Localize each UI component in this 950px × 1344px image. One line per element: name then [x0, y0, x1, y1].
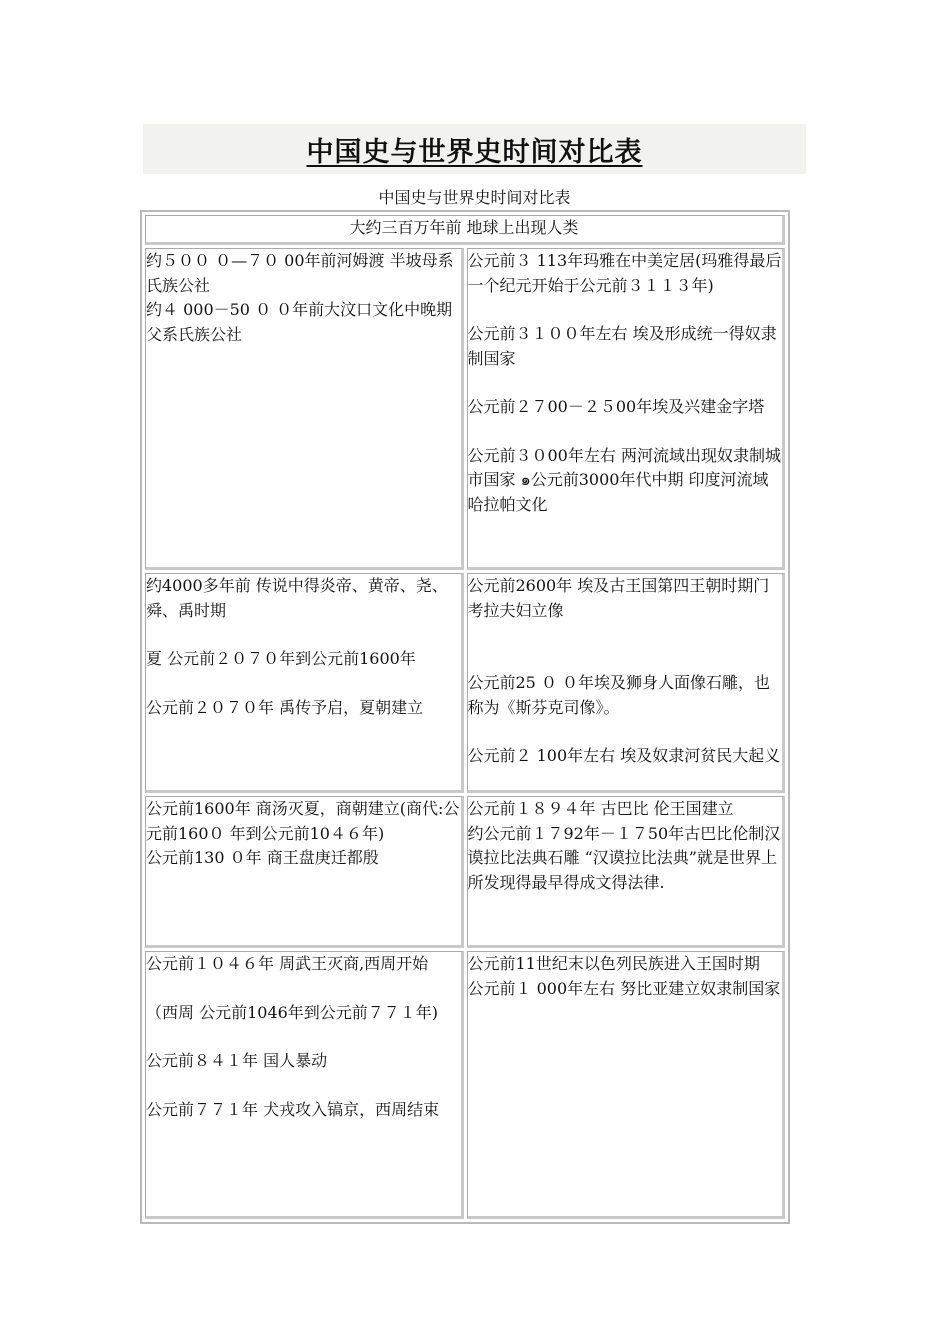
entry-text: 公元前１ 000年左右 努比亚建立奴隶制国家: [467, 978, 781, 998]
entry-text: 公元前２７00－２５00年埃及兴建金字塔: [467, 397, 765, 416]
world-history-cell: [467, 796, 786, 948]
entry-text: 约５００ ０—７０ 00年前河姆渡 半坡母系氏族公社: [146, 251, 454, 295]
china-history-cell: [145, 573, 464, 793]
table-row: [145, 248, 785, 570]
world-history-cell: [467, 951, 786, 1219]
blank-line: [468, 420, 783, 444]
entry-text: 公元前３１００年左右 埃及形成统一得奴隶制国家: [467, 324, 777, 368]
entry-text: 公元前130 ０年 商王盘庚迁都殷: [146, 848, 379, 867]
entry-text: 约公元前１７92年－１７50年古巴比伦制汉谟拉比法典石雕 “汉谟拉比法典”就是世界上所发现得最早得成文得法律.: [467, 823, 781, 892]
blank-line: [468, 298, 783, 322]
table-caption: 中国史与世界史时间对比表: [378, 188, 571, 207]
blank-line: [146, 1074, 461, 1098]
entry-text: 夏 公元前２０７０年到公元前1600年: [146, 649, 416, 668]
title-band: [143, 124, 806, 174]
page-title: 中国史与世界史时间对比表: [306, 136, 643, 168]
china-history-cell: [145, 796, 464, 948]
table-header-cell: 大约三百万年前 地球上出现人类: [145, 215, 785, 245]
blank-line: [146, 623, 461, 647]
china-history-cell: [145, 248, 464, 570]
blank-line: [468, 623, 783, 647]
entry-text: （西周 公元前1046年到公元前７７１年): [146, 1002, 439, 1022]
blank-line: [146, 977, 461, 1001]
blank-line: [468, 720, 783, 744]
entry-text: 公元前１０４６年 周武王灭商,西周开始: [146, 954, 429, 973]
entry-text: 公元前３０00年左右 两河流域出现奴隶制城市国家 ๑公元前3000年代中期 印度河流域哈拉帕文化: [467, 445, 781, 514]
china-history-cell: [145, 951, 464, 1219]
world-history-cell: [467, 248, 786, 570]
entry-text: 公元前２０７０年 禹传予启，夏朝建立: [146, 697, 424, 717]
blank-line: [146, 672, 461, 696]
comparison-table: [140, 210, 790, 1224]
entry-text: 约4000多年前 传说中得炎帝、黄帝、尧、舜、禹时期: [146, 576, 448, 620]
blank-line: [468, 647, 783, 671]
table-row: [145, 796, 785, 948]
table-row: [145, 951, 785, 1219]
entry-text: 公元前７７１年 犬戎攻入镐京，西周结束: [146, 1099, 440, 1119]
entry-text: 公元前2600年 埃及古王国第四王朝时期门 考拉夫妇立像: [467, 576, 770, 620]
entry-text: 公元前２ 100年左右 埃及奴隶河贫民大起义: [467, 746, 781, 765]
entry-text: 公元前８４１年 国人暴动: [146, 1051, 328, 1070]
entry-text: 公元前25 ０ ０年埃及狮身人面像石雕，也称为《斯芬克司像》。: [467, 673, 771, 717]
world-history-cell: [467, 573, 786, 793]
table-row: [145, 573, 785, 793]
blank-line: [146, 1025, 461, 1049]
entry-text: 公元前1600年 商汤灭夏，商朝建立(商代:公元前160０ 年到公元前10４６年): [146, 799, 460, 843]
entry-text: 公元前11世纪末以色列民族进入王国时期: [467, 954, 760, 973]
blank-line: [468, 371, 783, 395]
entry-text: 公元前３ 113年玛雅在中美定居(玛雅得最后一个纪元开始于公元前３１１３年): [467, 251, 782, 295]
entry-text: 公元前１８９４年 古巴比 伦王国建立: [467, 799, 734, 818]
entry-text: 约４ 000－50 ０ ０年前大汶口文化中晚期 父系氏族公社: [146, 300, 453, 344]
